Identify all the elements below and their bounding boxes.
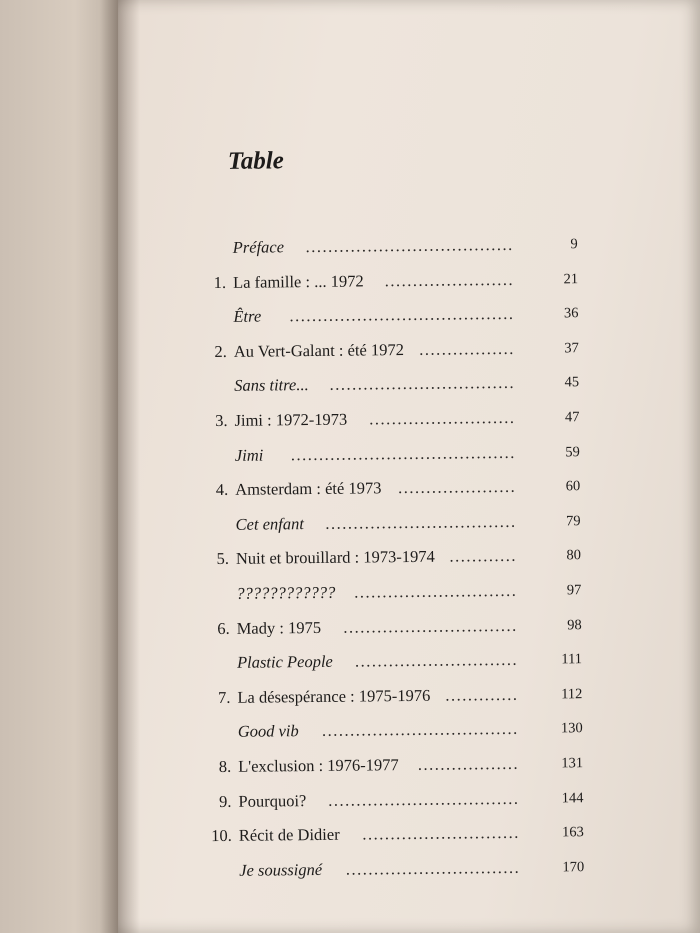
dot-leader: .............................: [354, 649, 519, 671]
dot-leader: ........................................: [290, 442, 516, 464]
dot-leader: ..................................: [325, 511, 517, 533]
toc-row: [190, 649, 590, 688]
page-number: 97: [566, 582, 582, 599]
dot-leader: ............: [449, 546, 518, 566]
toc-row: [186, 303, 586, 342]
toc-row: [188, 442, 588, 481]
toc-row: [187, 338, 587, 377]
page-number: 144: [561, 789, 584, 806]
toc-row: [190, 684, 590, 723]
page-number: 9: [570, 236, 578, 253]
toc-row: [187, 407, 587, 446]
toc-row: [187, 373, 587, 412]
chapter-title: Au Vert-Galant : été 1972: [233, 339, 405, 361]
chapter-title: La désespérance : 1975-1976: [237, 685, 431, 707]
toc-row: [191, 718, 591, 757]
chapter-number: 9.: [219, 791, 232, 811]
dot-leader: ..................: [417, 753, 520, 774]
table-of-contents: [186, 234, 593, 895]
toc-row: [188, 511, 588, 550]
dot-leader: .................: [419, 338, 515, 359]
dot-leader: .............................: [354, 580, 518, 602]
dot-leader: .....................................: [305, 234, 514, 257]
dot-leader: .............: [445, 684, 519, 705]
chapter-number: 8.: [218, 756, 232, 776]
chapter-title: Pourquoi?: [238, 790, 307, 811]
dot-leader: ...............................: [345, 857, 521, 879]
chapter-number: 1.: [213, 272, 227, 292]
page-number: 79: [565, 512, 581, 530]
toc-row: [188, 476, 588, 515]
chapter-title: Je soussigné: [239, 859, 323, 880]
page-number: 36: [563, 305, 579, 322]
book-page: [118, 0, 700, 933]
chapter-number: 7.: [217, 687, 231, 707]
dot-leader: ...................................: [321, 719, 519, 741]
chapter-title: Préface: [232, 237, 285, 257]
toc-row: [186, 234, 586, 273]
dot-leader: ..................................: [328, 788, 520, 810]
page-number: 60: [565, 478, 581, 495]
chapter-title: Mady : 1975: [236, 617, 322, 638]
page-number: 45: [564, 374, 580, 391]
dot-leader: ........................................: [289, 304, 515, 326]
chapter-title: La famille : ... 1972: [232, 271, 364, 292]
toc-row: [189, 545, 589, 584]
toc-row: [186, 269, 586, 308]
chapter-number: 10.: [211, 825, 232, 846]
page-number: 111: [561, 651, 583, 668]
page-number: 131: [561, 755, 584, 772]
toc-row: [189, 580, 589, 619]
chapter-number: 4.: [215, 480, 229, 500]
page-number: 21: [563, 270, 579, 287]
chapter-number: 2.: [214, 341, 227, 361]
dot-leader: .................................: [329, 373, 516, 395]
chapter-title: Jimi: [234, 445, 264, 465]
chapter-number: 3.: [215, 410, 228, 430]
page-number: 98: [567, 616, 582, 633]
dot-leader: .....................: [397, 477, 517, 498]
book-gutter: [100, 0, 140, 933]
page-number: 59: [565, 443, 580, 460]
chapter-number: 5.: [216, 549, 230, 569]
toc-row: [192, 822, 592, 861]
page-number: 130: [560, 720, 583, 737]
chapter-title: Amsterdam : été 1973: [235, 478, 382, 499]
chapter-title: Cet enfant: [235, 513, 304, 534]
chapter-title: Plastic People: [236, 651, 333, 672]
dot-leader: ...............................: [343, 615, 518, 637]
page-number: 163: [562, 824, 584, 841]
page-number: 47: [564, 409, 580, 426]
chapter-title: Être: [233, 306, 262, 327]
chapter-title: L'exclusion : 1976-1977: [238, 755, 399, 776]
chapter-title: ????????????: [236, 582, 336, 603]
toc-row: [192, 857, 592, 896]
toc-row: [191, 788, 591, 827]
page-number: 37: [564, 339, 579, 357]
page-number: 112: [561, 685, 583, 703]
chapter-title: Récit de Didier: [238, 824, 340, 845]
dot-leader: .......................: [384, 269, 515, 290]
chapter-title: Sans titre...: [234, 375, 309, 396]
chapter-title: Good vib: [237, 721, 299, 742]
page-number: 170: [562, 858, 585, 876]
page-content: [113, 0, 700, 933]
chapter-number: 6.: [217, 618, 230, 638]
chapter-title: Nuit et brouillard : 1973-1974: [235, 547, 435, 569]
dot-leader: ..........................: [369, 407, 516, 429]
dot-leader: ............................: [362, 822, 520, 844]
page-number: 80: [566, 547, 582, 564]
page-title: Table: [227, 147, 284, 175]
toc-row: [191, 753, 591, 792]
toc-row: [190, 615, 590, 654]
chapter-title: Jimi : 1972-1973: [234, 409, 348, 430]
